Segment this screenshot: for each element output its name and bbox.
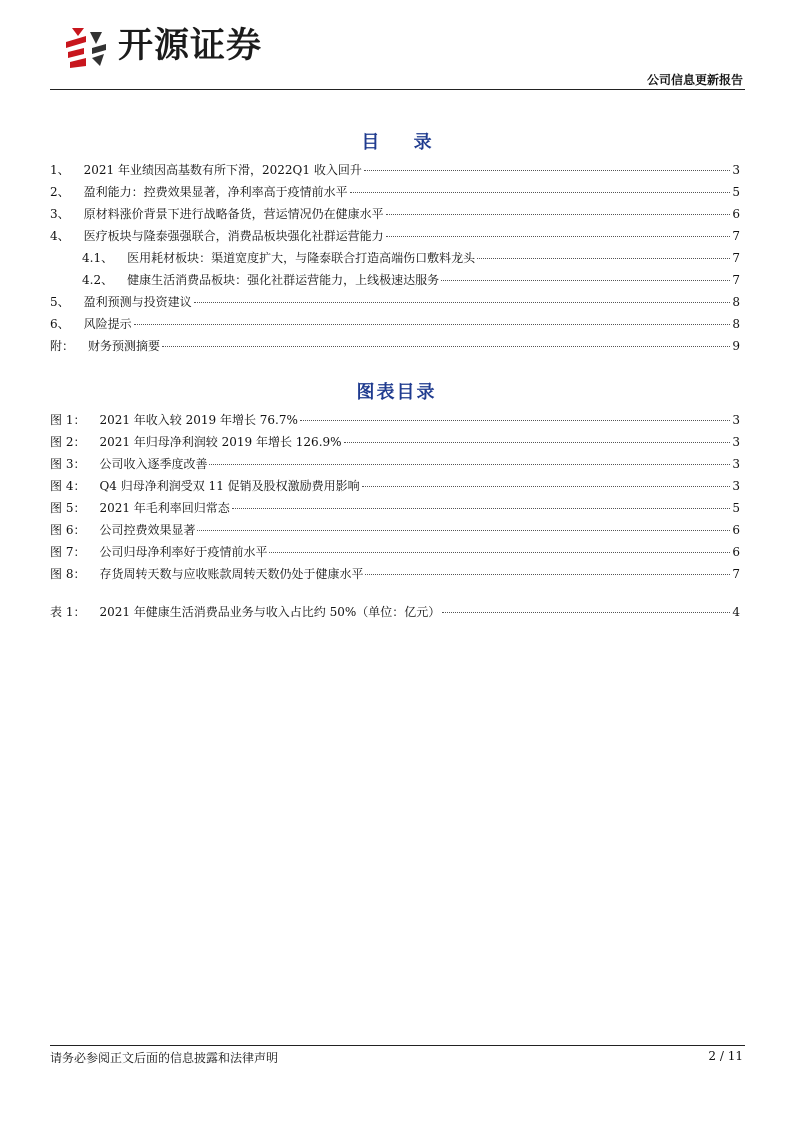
toc-entry[interactable] (50, 409, 740, 431)
entry-leader (269, 552, 730, 553)
entry-leader (232, 508, 730, 509)
entry-leader (209, 464, 730, 465)
toc-entry[interactable] (50, 601, 740, 623)
toc-entry[interactable] (50, 475, 740, 497)
entry-title: 公司归母净利率好于疫情前水平 (99, 545, 268, 559)
entry-page: 7 (732, 273, 740, 287)
toc-entry[interactable] (50, 247, 740, 269)
toc-entry[interactable] (50, 335, 740, 357)
entry-number: 图 5： (50, 501, 86, 515)
entry-title: 医用耗材板块：渠道宽度扩大，与隆泰联合打造高端伤口敷料龙头 (127, 251, 476, 265)
figure-list (50, 409, 740, 585)
entry-number: 1、 (50, 163, 70, 177)
entry-page: 8 (732, 295, 740, 309)
brand-name: 开源证券 (118, 26, 263, 66)
entry-leader (300, 420, 730, 421)
figure-list-title: 图表目录 (356, 382, 437, 403)
toc-entry[interactable] (50, 313, 740, 335)
entry-title: 健康生活消费品板块：强化社群运营能力，上线极速达服务 (127, 273, 440, 287)
entry-title: 2021 年归母净利润较 2019 年增长 126.9% (99, 435, 342, 449)
entry-leader (197, 530, 730, 531)
toc-entry[interactable] (50, 497, 740, 519)
entry-number: 图 3： (50, 457, 86, 471)
entry-leader (386, 236, 730, 237)
entry-page: 3 (732, 163, 740, 177)
entry-number: 表 1： (50, 605, 86, 619)
entry-number: 4.1、 (82, 251, 114, 265)
entry-page: 6 (732, 523, 740, 537)
entry-page: 4 (732, 605, 740, 619)
toc-entry[interactable] (50, 431, 740, 453)
entry-page: 3 (732, 435, 740, 449)
entry-number: 图 1： (50, 413, 86, 427)
footer-divider (50, 1045, 745, 1046)
toc-entry[interactable] (50, 291, 740, 313)
entry-leader (441, 280, 730, 281)
entry-title: 2021 年业绩因高基数有所下滑，2022Q1 收入回升 (83, 163, 362, 177)
toc-list (50, 159, 740, 357)
entry-number: 6、 (50, 317, 70, 331)
entry-leader (194, 302, 730, 303)
entry-title: 公司收入逐季度改善 (99, 457, 208, 471)
entry-leader (162, 346, 730, 347)
entry-number: 3、 (50, 207, 70, 221)
entry-leader (344, 442, 730, 443)
entry-leader (386, 214, 730, 215)
entry-number: 5、 (50, 295, 70, 309)
entry-page: 9 (732, 339, 740, 353)
entry-number: 图 6： (50, 523, 86, 537)
entry-page: 8 (732, 317, 740, 331)
entry-leader (364, 170, 730, 171)
entry-title: 2021 年收入较 2019 年增长 76.7% (99, 413, 298, 427)
toc-entry[interactable] (50, 453, 740, 475)
entry-title: 存货周转天数与应收账款周转天数仍处于健康水平 (99, 567, 364, 581)
toc-entry[interactable] (50, 269, 740, 291)
entry-page: 7 (732, 229, 740, 243)
brand-logo (62, 20, 322, 74)
entry-title: 公司控费效果显著 (99, 523, 196, 537)
entry-page: 5 (732, 185, 740, 199)
page-number: 2 / 11 (708, 1049, 743, 1063)
entry-number: 附： (50, 339, 75, 353)
toc-entry[interactable] (50, 181, 740, 203)
entry-leader (442, 612, 730, 613)
entry-title: 原材料涨价背景下进行战略备货，营运情况仍在健康水平 (83, 207, 384, 221)
footer-disclaimer: 请务必参阅正文后面的信息披露和法律声明 (50, 1051, 279, 1065)
toc-entry[interactable] (50, 563, 740, 585)
entry-page: 3 (732, 413, 740, 427)
entry-page: 3 (732, 479, 740, 493)
entry-page: 7 (732, 251, 740, 265)
table-list (50, 601, 740, 623)
toc-entry[interactable] (50, 203, 740, 225)
toc-entry[interactable] (50, 159, 740, 181)
entry-title: 2021 年健康生活消费品业务与收入占比约 50%（单位：亿元） (99, 605, 441, 619)
entry-leader (350, 192, 730, 193)
toc-entry[interactable] (50, 519, 740, 541)
entry-number: 图 8： (50, 567, 86, 581)
entry-leader (362, 486, 730, 487)
entry-title: Q4 归母净利润受双 11 促销及股权激励费用影响 (99, 479, 360, 493)
page-header (0, 0, 793, 90)
brand-logo-icon (62, 22, 110, 70)
header-divider (50, 89, 745, 90)
entry-title: 盈利能力：控费效果显著，净利率高于疫情前水平 (83, 185, 348, 199)
entry-title: 医疗板块与隆泰强强联合，消费品板块强化社群运营能力 (83, 229, 384, 243)
entry-number: 图 2： (50, 435, 86, 449)
entry-title: 盈利预测与投资建议 (83, 295, 192, 309)
entry-page: 6 (732, 545, 740, 559)
toc-entry[interactable] (50, 541, 740, 563)
entry-page: 7 (732, 567, 740, 581)
entry-leader (477, 258, 730, 259)
entry-title: 风险提示 (83, 317, 132, 331)
entry-number: 2、 (50, 185, 70, 199)
entry-title: 财务预测摘要 (88, 339, 161, 353)
entry-page: 6 (732, 207, 740, 221)
toc-title: 目 录 (361, 132, 446, 153)
entry-number: 4、 (50, 229, 70, 243)
report-type-label: 公司信息更新报告 (646, 73, 743, 87)
entry-number: 图 7： (50, 545, 86, 559)
entry-title: 2021 年毛利率回归常态 (99, 501, 230, 515)
entry-page: 3 (732, 457, 740, 471)
entry-leader (134, 324, 730, 325)
entry-page: 5 (732, 501, 740, 515)
entry-number: 图 4： (50, 479, 86, 493)
entry-leader (365, 574, 730, 575)
entry-number: 4.2、 (82, 273, 114, 287)
toc-entry[interactable] (50, 225, 740, 247)
